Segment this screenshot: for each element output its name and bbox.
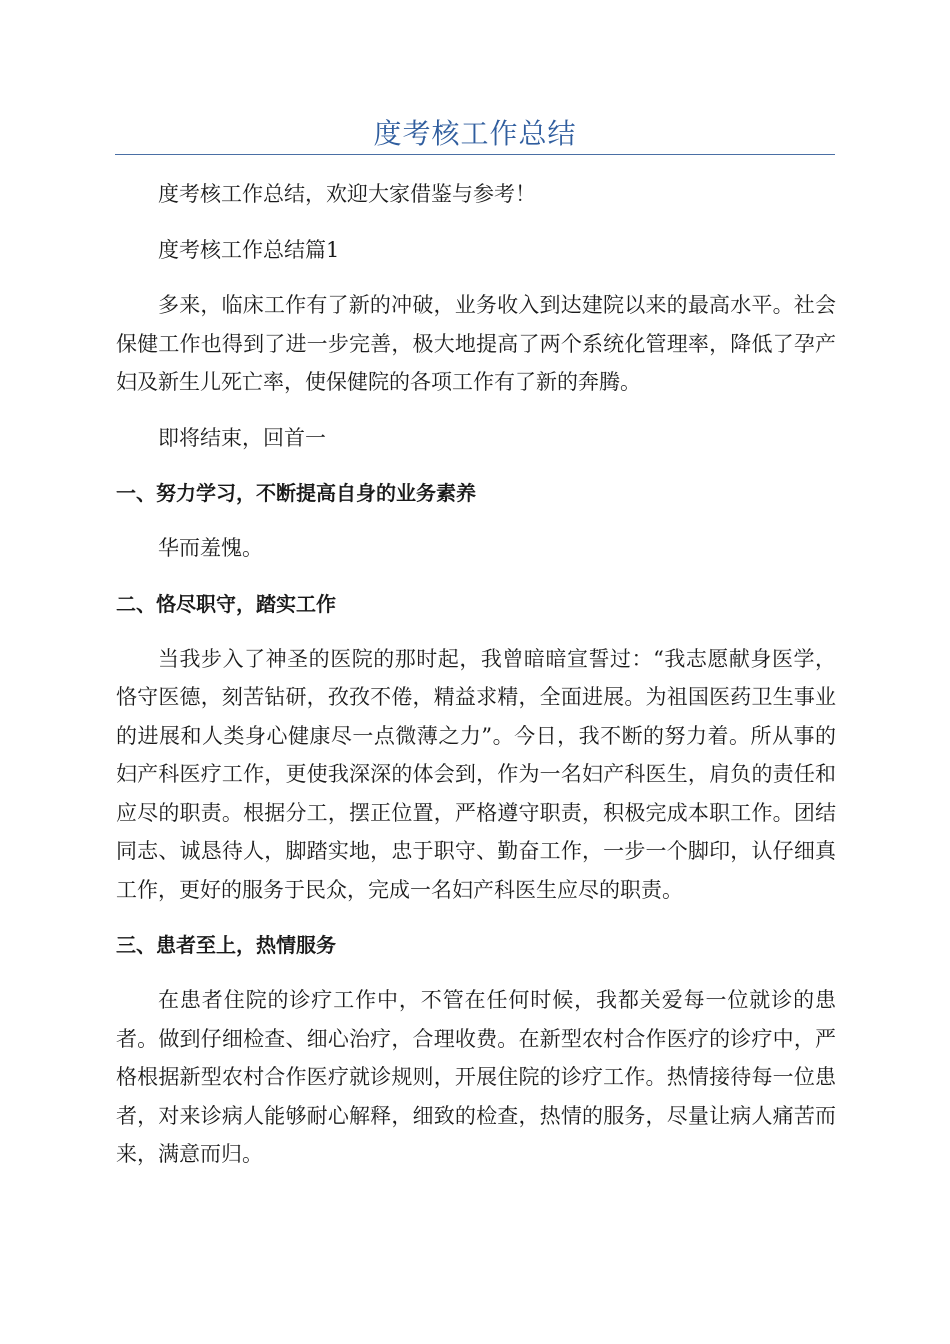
paragraph-1: 多来，临床工作有了新的冲破，业务收入到达建院以来的最高水平。社会保健工作也得到了进一步完善，极大地提高了两个系统化管理率，降低了孕产妇及新生儿死亡率，使保健院的各项工作有了新的奔腾。 — [116, 293, 836, 394]
document-title: 度考核工作总结 — [373, 117, 577, 150]
paragraph-5: 在患者住院的诊疗工作中，不管在任何时候，我都关爱每一位就诊的患者。做到仔细检查、细心治疗，合理收费。在新型农村合作医疗的诊疗中，严格根据新型农村合作医疗就诊规则，开展住院的诊疗工作。热情接待每一位患者，对来诊病人能够耐心解释，细致的检查，热情的服务，尽量让病人痛苦而来，满意而归。 — [116, 988, 836, 1166]
title-underline — [115, 154, 835, 155]
paragraph-2: 即将结束，回首一 — [158, 425, 326, 450]
intro-paragraph: 度考核工作总结，欢迎大家借鉴与参考！ — [158, 182, 536, 206]
heading-1: 一、努力学习，不断提高自身的业务素养 — [116, 481, 476, 505]
section-subtitle: 度考核工作总结篇1 — [158, 237, 340, 262]
document-body — [116, 175, 836, 1191]
paragraph-4: 当我步入了神圣的医院的那时起，我曾暗暗宣誓过：“我志愿献身医学，恪守医德，刻苦钻研，孜孜不倦，精益求精，全面进展。为祖国医药卫生事业的进展和人类身心健康尽一点微薄之力”。今日，我不断的努力着。所从事的妇产科医疗工作，更使我深深的体会到，作为一名妇产科医生，肩负的责任和应尽的职责。根据分工，摆正位置，严格遵守职责，积极完成本职工作。团结同志、诚恳待人，脚踏实地，忠于职守、勤奋工作，一步一个脚印，认仔细真工作，更好的服务于民众，完成一名妇产科医生应尽的职责。 — [116, 646, 836, 902]
paragraph-3: 华而羞愧。 — [158, 536, 263, 560]
heading-3: 三、患者至上，热情服务 — [116, 933, 336, 957]
heading-2: 二、恪尽职守，踏实工作 — [116, 591, 336, 616]
